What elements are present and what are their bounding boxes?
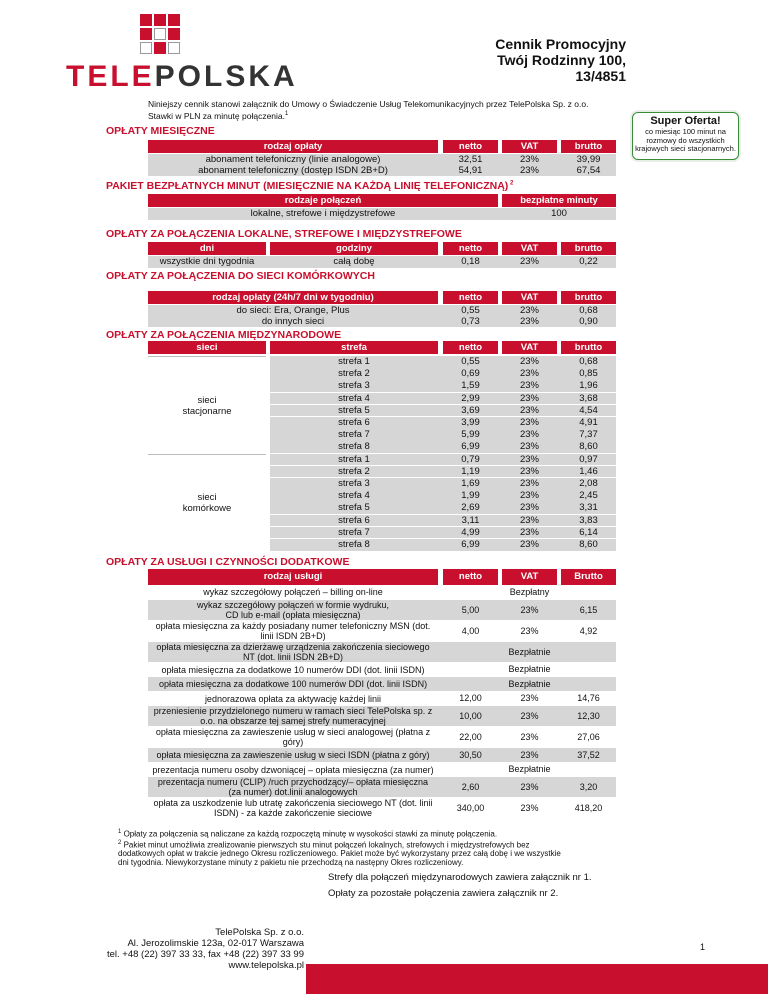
service-label: prezentacja numeru osoby dzwoniącej – opłata miesięczna (za numer) xyxy=(152,764,434,775)
merged-price-cell: Bezpłatnie xyxy=(508,646,551,657)
section-local: OPŁATY ZA POŁĄCZENIA LOKALNE, STREFOWE I MIĘDZYSTREFOWE xyxy=(106,228,462,240)
price-cell: 8,60 xyxy=(579,539,598,550)
header-cell: VAT xyxy=(502,341,557,354)
table-row: abonament telefoniczny (linie analogowe) abonament telefoniczny (dostęp ISDN 2B+D) xyxy=(198,154,388,176)
header-cell: netto xyxy=(443,140,498,153)
price-cell: 8,60 xyxy=(579,441,598,453)
header-cell: rodzaj usługi xyxy=(148,569,438,585)
zone-label: strefa 2 xyxy=(338,465,370,477)
price-cell: 23% xyxy=(520,711,539,721)
price-cell: 23% xyxy=(520,782,539,792)
international-table xyxy=(148,356,616,552)
merged-price-cell: Bezpłatnie xyxy=(508,764,551,775)
price-cell: 30,50 xyxy=(459,749,482,760)
price-cell: 0,55 xyxy=(461,356,480,367)
price-cell: 23% xyxy=(520,693,539,704)
price-cell: 23% xyxy=(520,625,539,636)
price-cell: 23% xyxy=(519,490,539,502)
service-label: opłata miesięczna za zawieszenie usług w sieci analogowej (płatna z góry) xyxy=(155,727,431,747)
header-cell: VAT xyxy=(502,569,557,585)
service-label: wykaz szczegółowy połączeń w formie wydruku, CD lub e-mail (opłata miesięczna) xyxy=(196,599,390,620)
price-cell: 2,60 xyxy=(461,782,480,792)
footer-bar xyxy=(306,964,768,994)
price-cell: 6,14 xyxy=(579,526,598,538)
price-cell: 6,99 xyxy=(461,539,480,550)
price-cell: 2,99 xyxy=(461,392,480,404)
price-cell: 1,46 xyxy=(579,465,598,477)
price-cell: 3,11 xyxy=(461,514,480,526)
price-cell: 1,96 xyxy=(579,380,598,392)
service-label: wykaz szczegółowy połączeń – billing on-line xyxy=(203,587,383,597)
price-cell: 2,45 xyxy=(579,490,598,502)
zone-label: strefa 6 xyxy=(338,514,370,526)
price-cell: 5,99 xyxy=(461,429,480,441)
table-row: wszystkie dni tygodnia xyxy=(159,256,255,267)
price-cell: 23% xyxy=(519,514,539,526)
service-label: opłata miesięczna za dodatkowe 10 numerów DDI (dot. linii ISDN) xyxy=(161,664,425,675)
promo-heading: Super Oferta! xyxy=(650,115,721,127)
price-cell: 1,99 xyxy=(461,490,480,502)
promo-text: co miesiąc 100 minut na rozmowy do wszystkich krajowych sieci stacjonarnych. xyxy=(635,127,736,153)
merged-price-cell: Bezpłatnie xyxy=(508,664,551,675)
zone-label: strefa 7 xyxy=(338,526,370,538)
zone-label: strefa 3 xyxy=(338,380,370,392)
price-cell: 23% xyxy=(519,380,539,392)
header-cell: VAT xyxy=(502,291,557,304)
header-cell: netto xyxy=(443,569,498,585)
header-cell: godziny xyxy=(270,242,438,255)
extra-services-table xyxy=(148,585,616,830)
service-label: opłata miesięczna za każdy posiadany numer telefoniczny MSN (dot. linii ISDN 2B+D) xyxy=(155,620,431,641)
price-cell: 4,00 xyxy=(461,625,480,636)
logo-grid-icon xyxy=(140,14,188,62)
price-cell: 2,69 xyxy=(461,502,480,514)
header-cell: rodzaj opłaty xyxy=(148,140,438,153)
price-cell: 23% xyxy=(519,429,539,441)
service-label: opłata za uszkodzenie lub utratę zakończenia sieciowego NT (dot. linii ISDN) - za każde zakończenie sieciowe xyxy=(153,798,433,818)
header-cell: sieci xyxy=(148,341,266,354)
service-label: opłata miesięczna za dodatkowe 100 numerów DDI (dot. linii ISDN) xyxy=(158,679,428,689)
page-number: 1 xyxy=(700,942,706,952)
price-cell: 27,06 xyxy=(577,732,600,742)
price-cell: 23% xyxy=(519,417,539,428)
price-cell: 23% xyxy=(519,453,539,465)
header-cell: VAT xyxy=(502,242,557,255)
merged-price-cell: Bezpłatny xyxy=(509,586,550,597)
header-cell: brutto xyxy=(561,242,616,255)
price-cell: 0,85 xyxy=(579,368,598,380)
annex-notes: Strefy dla połączeń międzynarodowych zawiera załącznik nr 1. Opłaty za pozostałe połączenia zawiera załącznik nr 2. xyxy=(328,872,592,899)
price-cell: 23% xyxy=(520,749,539,760)
zone-label: strefa 8 xyxy=(338,441,370,453)
price-cell: 0,68 xyxy=(579,356,598,367)
price-cell: 22,00 xyxy=(459,732,482,742)
table-row: lokalne, strefowe i międzystrefowe xyxy=(250,208,396,219)
promo-box xyxy=(632,112,739,160)
price-cell: 2,08 xyxy=(579,478,598,489)
price-cell: 4,99 xyxy=(461,526,480,538)
header-cell: brutto xyxy=(561,140,616,153)
zone-label: strefa 7 xyxy=(338,429,370,441)
header-cell: Brutto xyxy=(561,569,616,585)
intro-text: Niniejszy cennik stanowi załącznik do Umowy o Świadczenie Usług Telekomunikacyjnych przez TelePolska Sp. z o.o. Stawki w PLN za minutę połączenia.$^1$ xyxy=(148,99,589,121)
section-mobile: OPŁATY ZA POŁĄCZENIA DO SIECI KOMÓRKOWYCH xyxy=(106,270,375,282)
header-cell: netto xyxy=(443,242,498,255)
price-cell: 3,69 xyxy=(461,404,480,416)
network-group-label: sieci komórkowe xyxy=(148,454,266,553)
price-cell: 6,15 xyxy=(579,604,598,615)
service-label: prezentacja numeru (CLIP) /ruch przychodzący/– opłata miesięczna (za numer) dot.linii analogowych xyxy=(157,777,429,797)
price-cell: 12,30 xyxy=(577,711,600,721)
price-cell: 0,79 xyxy=(461,453,480,465)
price-cell: 6,99 xyxy=(461,441,480,453)
zone-label: strefa 1 xyxy=(338,453,370,465)
price-cell: 4,92 xyxy=(579,625,598,636)
price-cell: 23% xyxy=(519,404,539,416)
header-cell: brutto xyxy=(561,341,616,354)
price-cell: 23% xyxy=(520,732,539,742)
price-cell: 37,52 xyxy=(577,749,600,760)
price-cell: 3,20 xyxy=(579,782,598,792)
price-cell: 1,59 xyxy=(461,380,480,392)
header-cell: brutto xyxy=(561,291,616,304)
service-label: opłata miesięczna za dzierżawę urządzenia zakończenia sieciowego NT (dot. linii ISDN 2B+D) xyxy=(156,641,430,662)
zone-label: strefa 5 xyxy=(338,502,370,514)
price-cell: 340,00 xyxy=(456,803,485,813)
price-cell: 23% xyxy=(520,604,539,615)
header-cell: bezpłatne minuty xyxy=(502,194,616,207)
header-cell: dni xyxy=(148,242,266,255)
zone-label: strefa 2 xyxy=(338,368,370,380)
header-cell: netto xyxy=(443,341,498,354)
price-cell: 10,00 xyxy=(459,711,482,721)
price-cell: 0,69 xyxy=(461,368,480,380)
price-cell: 23% xyxy=(519,368,539,380)
zone-label: strefa 4 xyxy=(338,490,370,502)
price-cell: 23% xyxy=(520,803,539,813)
zone-label: strefa 5 xyxy=(338,404,370,416)
header-cell: netto xyxy=(443,291,498,304)
price-cell: 23% xyxy=(519,392,539,404)
price-cell: 23% xyxy=(519,478,539,489)
price-cell: 4,91 xyxy=(579,417,598,428)
company-logo: TELEPOLSKA xyxy=(66,60,298,93)
header-cell: rodzaje połączeń xyxy=(148,194,498,207)
page-title: Cennik Promocyjny Twój Rodzinny 100, 13/4851 xyxy=(495,36,626,84)
header-cell: rodzaj opłaty (24h/7 dni w tygodniu) xyxy=(148,291,438,304)
price-cell: 1,19 xyxy=(461,465,480,477)
price-cell: 5,00 xyxy=(461,604,480,615)
section-monthly: OPŁATY MIESIĘCZNE xyxy=(106,125,215,137)
zone-label: strefa 6 xyxy=(338,417,370,428)
price-cell: 4,54 xyxy=(579,404,598,416)
price-cell: 23% xyxy=(519,539,539,550)
price-cell: 23% xyxy=(519,441,539,453)
zone-label: strefa 8 xyxy=(338,539,370,550)
service-label: opłata miesięczna za zawieszenie usług w sieci ISDN (płatna z góry) xyxy=(156,750,430,760)
price-cell: 23% xyxy=(519,502,539,514)
price-cell: 23% xyxy=(519,356,539,367)
table-row: do sieci: Era, Orange, Plus do innych sieci xyxy=(236,305,350,327)
price-cell: 7,37 xyxy=(579,429,598,441)
price-cell: 3,99 xyxy=(461,417,480,428)
company-address: TelePolska Sp. z o.o. Al. Jerozolimskie 123a, 02-017 Warszawa tel. +48 (22) 397 33 33, fax +48 (22) 397 33 99 www.telepolska.pl xyxy=(106,927,304,971)
price-cell: 3,31 xyxy=(579,502,598,514)
price-cell: 3,83 xyxy=(579,514,598,526)
price-cell: 12,00 xyxy=(459,693,482,704)
service-label: przeniesienie przydzielonego numeru w ramach sieci TelePolska sp. z o.o. na obszarze tej samej strefy numeracyjnej xyxy=(153,706,433,726)
zone-label: strefa 1 xyxy=(338,356,370,367)
price-cell: 14,76 xyxy=(577,693,600,704)
footnotes: $^1$ Opłaty za połączenia są naliczane za każdą rozpoczętą minutę w wysokości stawki za minutę połączenia. $^2$ Pakiet minut umożliwia zrealizowanie pierwszych stu minut połączeń lokalnych, strefowych i międzystrefowych bez dodatkowych opłat w trakcie jednego Okresu rozliczeniowego. Pakiet może być wykorzystany przez całą dobę i we wszystkie dni tygodnia. Niewykorzystane minuty z pakietu nie przechodzą na następny Okres rozliczeniowy. xyxy=(118,829,561,868)
section-package: PAKIET BEZPŁATNYCH MINUT (MIESIĘCZNIE NA KAŻDĄ LINIĘ TELEFONICZNĄ) $^2$ xyxy=(106,180,514,192)
header-cell: VAT xyxy=(502,140,557,153)
price-cell: 3,68 xyxy=(579,392,598,404)
price-cell: 23% xyxy=(519,465,539,477)
network-group-label: sieci stacjonarne xyxy=(148,356,266,455)
price-cell: 418,20 xyxy=(574,803,603,813)
header-cell: strefa xyxy=(270,341,438,354)
section-international: OPŁATY ZA POŁĄCZENIA MIĘDZYNARODOWE xyxy=(106,329,342,341)
price-cell: 23% xyxy=(519,526,539,538)
zone-label: strefa 3 xyxy=(338,478,370,489)
price-cell: 1,69 xyxy=(461,478,480,489)
section-extra: OPŁATY ZA USŁUGI I CZYNNOŚCI DODATKOWE xyxy=(106,556,350,568)
price-cell: 0,97 xyxy=(579,453,598,465)
zone-label: strefa 4 xyxy=(338,392,370,404)
merged-price-cell: Bezpłatnie xyxy=(508,678,551,689)
service-label: jednorazowa opłata za aktywację każdej linii xyxy=(204,693,382,704)
